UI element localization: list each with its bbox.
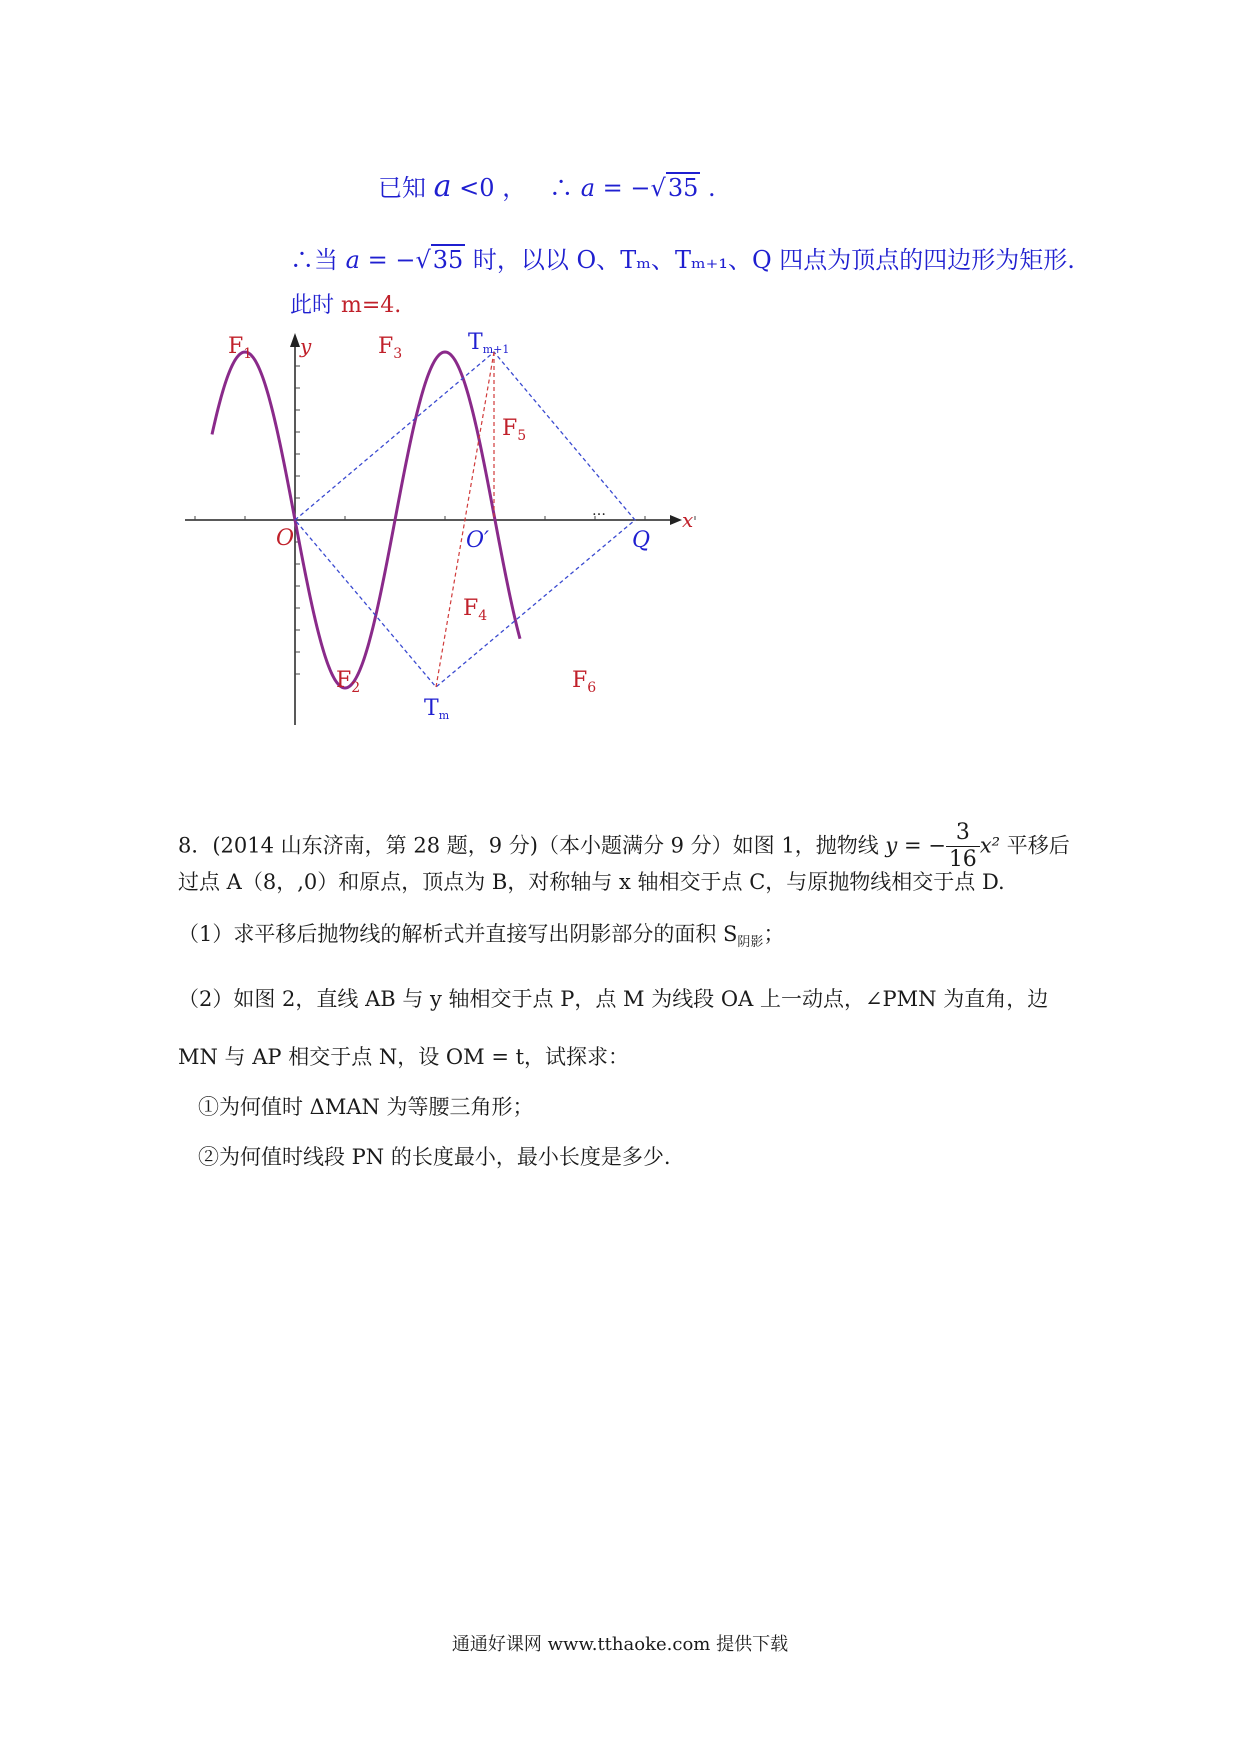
conclusion-text: 时，以以 O、Tₘ、Tₘ₊₁、Q 四点为顶点的四边形为矩形. (472, 246, 1075, 274)
question-2: ②为何值时线段 PN 的长度最小，最小长度是多少. (198, 1145, 671, 1169)
shaded-subscript: 阴影 (737, 935, 764, 951)
therefore-when: ∴当 (290, 246, 338, 274)
denominator: 16 (948, 847, 977, 873)
problem-line-2: 过点 A（8，,0）和原点，顶点为 B，对称轴与 x 轴相交于点 C，与原抛物线相交于点 D. (178, 870, 1005, 894)
var-a: a (580, 174, 596, 202)
sqrt-value: 35 (432, 246, 464, 274)
label-O: O (276, 526, 295, 551)
label-F4: $F_4$ (463, 596, 488, 624)
problem-part-1 (178, 922, 784, 951)
var-a: a (433, 169, 452, 204)
equation-lhs: y = − (885, 833, 946, 858)
x-axis-arrow (670, 515, 682, 525)
lt-zero: <0 (459, 174, 495, 202)
fraction (946, 820, 980, 874)
at-this-time: 此时 (290, 293, 341, 318)
label-Tm: Tm (424, 696, 450, 722)
known-text: 已知 (378, 174, 426, 202)
problem-intro (178, 820, 1070, 874)
label-F6: $F_6$ (572, 668, 597, 696)
label-F2: $F_2$ (336, 668, 361, 696)
label-F3: $F_3$ (378, 334, 403, 362)
therefore-symbol: ∴ (549, 174, 574, 202)
comma: ， (502, 174, 527, 202)
var-a: a (345, 246, 360, 274)
problem-text: 8．(2014 山东济南，第 28 题，9 分)（本小题满分 9 分）如图 1，抛物线 (178, 833, 886, 858)
problem-part-2: （2）如图 2，直线 AB 与 y 轴相交于点 P，点 M 为线段 OA 上一动点，∠PMN 为直角，边 (178, 987, 1049, 1011)
label-O-prime: O′ (466, 528, 490, 553)
period: . (700, 174, 716, 202)
semicolon: ； (763, 922, 785, 946)
m-value: m=4. (341, 293, 402, 318)
sqrt-value: 35 (667, 174, 699, 202)
label-x: x (682, 508, 694, 532)
sine-wave-figure (180, 315, 700, 730)
x-squared: x² (979, 833, 1001, 858)
question-1: ①为何值时 ΔMAN 为等腰三角形； (198, 1095, 534, 1119)
label-F1: $F_1$ (228, 334, 253, 362)
numerator: 3 (946, 820, 980, 847)
label-F5: $F_5$ (502, 416, 527, 444)
problem-part-2b: MN 与 AP 相交于点 N，设 OM = t，试探求： (178, 1045, 630, 1069)
part1-text: （1）求平移后抛物线的解析式并直接写出阴影部分的面积 S (178, 922, 738, 946)
footer: 通通好课网 www.tthaoke.com 提供下载 (451, 1634, 789, 1655)
equals-minus: = − (359, 246, 416, 274)
label-y: y (300, 334, 312, 358)
problem-text: 平移后 (1000, 833, 1070, 858)
y-axis-arrow (290, 333, 300, 347)
equals-minus: = − (595, 174, 651, 202)
label-Tm1: Tm+1 (468, 330, 510, 356)
label-Q: Q (632, 528, 651, 553)
solution-line-2: ∴当 a = −√35 时，以以 O、Tₘ、Tₘ₊₁、Q 四点为顶点的四边形为矩形. (290, 246, 1075, 274)
solution-line-1: 已知 a <0 ， ∴ a = −√35 . (378, 169, 716, 204)
label-dots: … (592, 503, 606, 519)
